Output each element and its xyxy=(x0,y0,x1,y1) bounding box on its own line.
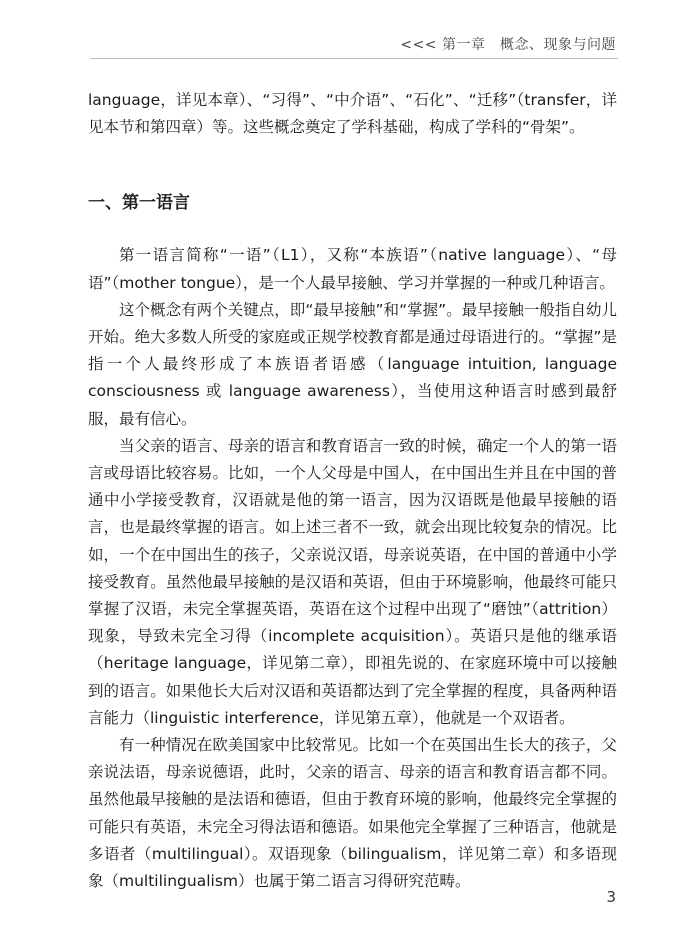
page-number: 3 xyxy=(606,888,616,906)
section-title: 一、第一语言 xyxy=(88,193,190,214)
header-rule xyxy=(90,58,618,59)
paragraph-3: 当父亲的语言、母亲的语言和教育语言一致的时候，确定一个人的第一语言或母语比较容易。比如，一个人父母是中国人，在中国出生并且在中国的普通中小学接受教育，汉语就是他的第一语言，因为汉语既是他最早接触的语言，也是最终掌握的语言。如上述三者不一致，就会出现比较复杂的情况。比如，一个在中国出生的孩子，父亲说汉语，母亲说英语，在中国的普通中小学接受教育。虽然他最早接触的是汉语和英语，但由于环境影响，他最终可能只掌握了汉语，未完全掌握英语，英语在这个过程中出现了“磨蚀”（attrition）现象，导致未完全习得（incomplete acquisition）。英语只是他的继承语（heritage language，详见第二章），即祖先说的、在家庭环境中可以接触到的语言。如果他长大后对汉语和英语都达到了完全掌握的程度，具备两种语言能力（linguistic interference，详见第五章），他就是一个双语者。 xyxy=(88,436,617,727)
paragraph-2: 这个概念有两个关键点，即“最早接触”和“掌握”。最早接触一般指自幼儿开始。绝大多数人所受的家庭或正规学校教育都是通过母语进行的。“掌握”是指一个人最终形成了本族语者语感（language intuition, language consciousness 或 language awareness），当使用这种语言时感到最舒服，最有信心。 xyxy=(88,300,617,428)
running-head: <<< 第一章 概念、现象与问题 xyxy=(400,37,616,53)
page-content xyxy=(88,87,617,895)
paragraph-1: 第一语言简称“一语”（L1），又称“本族语”（native language）、“母语”（mother tongue），是一个人最早接触、学习并掌握的一种或几种语言。 xyxy=(88,246,617,292)
paragraph-4: 有一种情况在欧美国家中比较常见。比如一个在英国出生长大的孩子，父亲说法语，母亲说德语，此时，父亲的语言、母亲的语言和教育语言都不同。虽然他最早接触的是法语和德语，但由于教育环境的影响，他最终完全掌握的可能只有英语，未完全习得法语和德语。如果他完全掌握了三种语言，他就是多语者（multilingual）。双语现象（bilingualism，详见第二章）和多语现象（multilingualism）也属于第二语言习得研究范畴。 xyxy=(88,736,617,891)
paragraph-continued: language，详见本章）、“习得”、“中介语”、“石化”、“迁移”（transfer，详见本节和第四章）等。这些概念奠定了学科基础，构成了学科的“骨架”。 xyxy=(88,91,617,137)
